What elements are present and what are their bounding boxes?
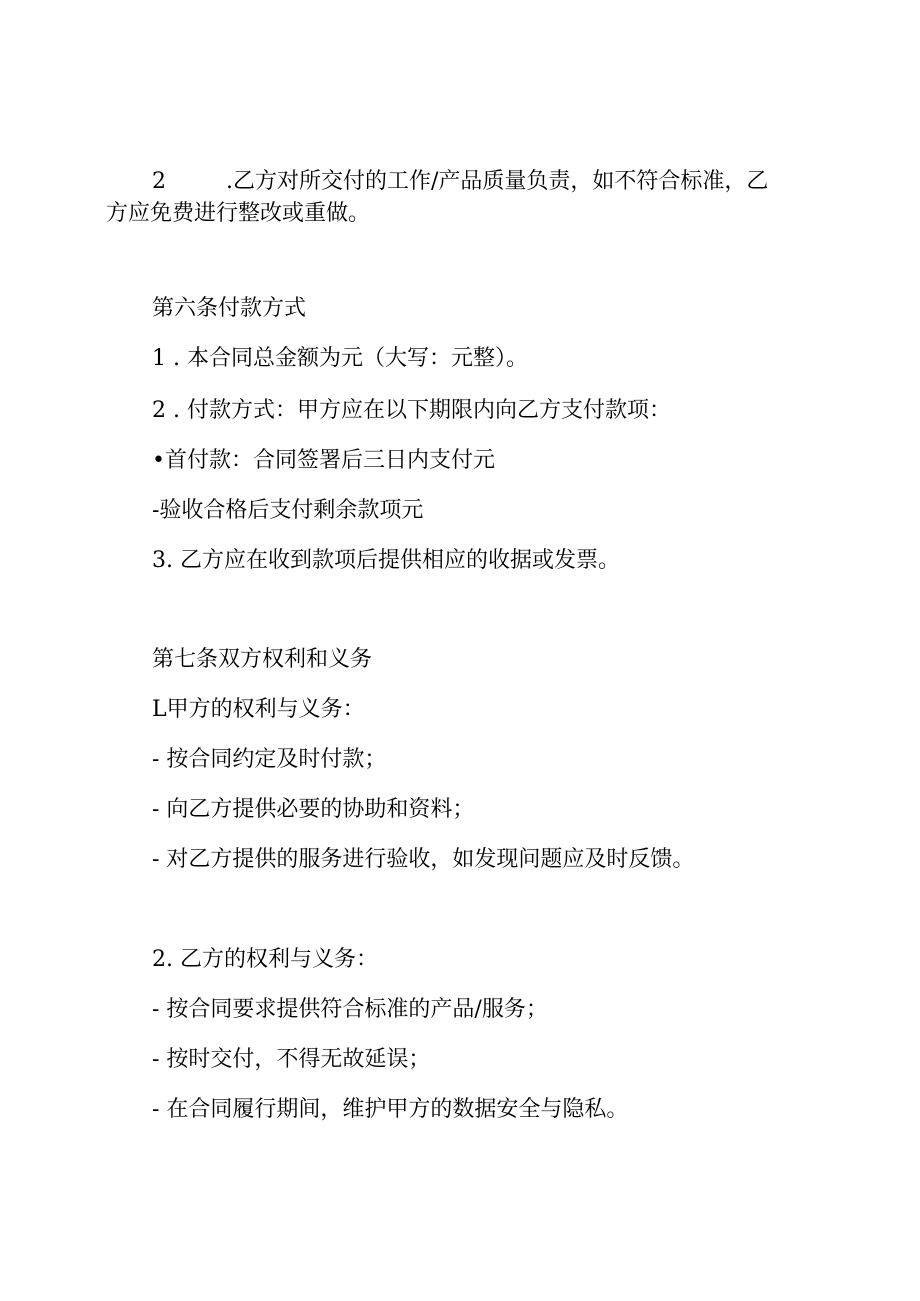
section6-item2: 2 . 付款方式：甲方应在以下期限内向乙方支付款项： bbox=[152, 398, 671, 423]
section5-item2 bbox=[152, 167, 768, 197]
party-b-title: 2. 乙方的权利与义务： bbox=[152, 947, 378, 972]
section6-item1: 1 . 本合同总金额为元（大写：元整）。 bbox=[152, 346, 528, 371]
section5-item2-text: .乙方对所交付的工作/产品质量负责，如不符合标准，乙 bbox=[226, 169, 769, 194]
section6-bullet2: -验收合格后支付剩余款项元 bbox=[152, 498, 424, 523]
section6-heading: 第六条付款方式 bbox=[152, 296, 307, 321]
party-a-item-1: - 按合同约定及时付款； bbox=[152, 747, 387, 772]
party-b-item-1: - 按合同要求提供符合标准的产品/服务； bbox=[152, 997, 548, 1022]
section5-item2-continuation: 方应免费进行整改或重做。 bbox=[106, 201, 371, 226]
section6-item3: 3. 乙方应在收到款项后提供相应的收据或发票。 bbox=[152, 548, 620, 573]
section5-item2-number: 2 bbox=[152, 169, 166, 194]
section7-heading: 第七条双方权利和义务 bbox=[152, 647, 373, 672]
party-a-item-3: - 对乙方提供的服务进行验收，如发现问题应及时反馈。 bbox=[152, 847, 695, 872]
party-a-title: L甲方的权利与义务： bbox=[152, 697, 365, 722]
section6-bullet1: •首付款：合同签署后三日内支付元 bbox=[152, 448, 495, 473]
party-b-item-2: - 按时交付，不得无故延误； bbox=[152, 1047, 431, 1072]
party-a-item-2: - 向乙方提供必要的协助和资料； bbox=[152, 797, 475, 822]
party-b-item-3: - 在合同履行期间，维护甲方的数据安全与隐私。 bbox=[152, 1097, 629, 1122]
